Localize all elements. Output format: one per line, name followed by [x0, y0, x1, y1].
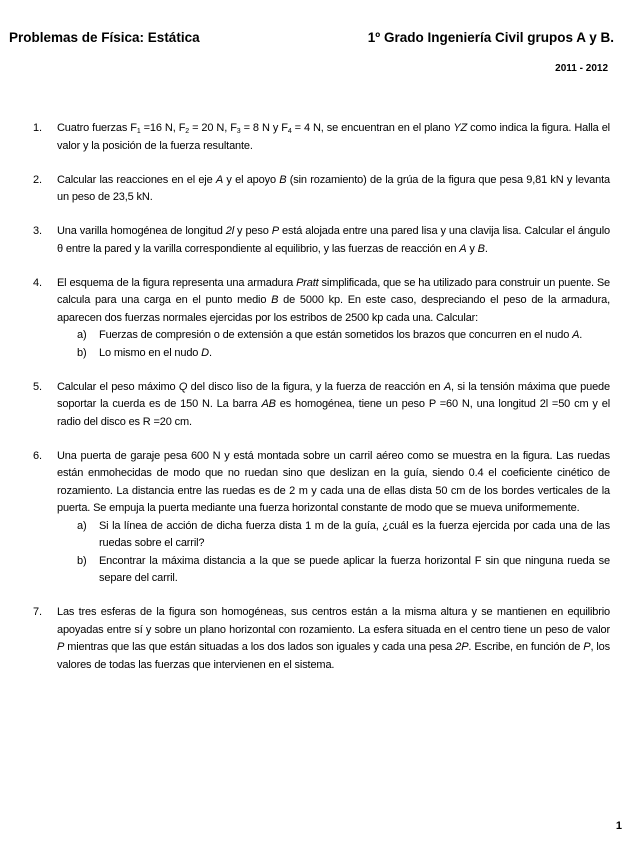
problem-number: 1. — [33, 122, 42, 134]
sub-question-label: b) — [77, 554, 87, 567]
problem-2 — [33, 172, 610, 207]
sub-question-label: b) — [77, 346, 87, 359]
problem-1 — [33, 120, 610, 155]
problem-text: Una puerta de garaje pesa 600 N y está montada sobre un carril aéreo como se muestra en la figura. Las ruedas están enmohecidas de modo que no ruedan sino que deslizan en la guía, siendo 0.4 el coeficiente cinético de rozamiento. La distancia entre las ruedas es de 2 m y cada una de ellas dista 50 cm de los bordes verticales de la puerta. Se empuja la puerta mediante una fuerza horizontal constante de modo que se mueva uniformemente. — [57, 449, 610, 514]
problem-5 — [33, 379, 610, 432]
problem-text: Calcular las reacciones en el eje A y el apoyo B (sin rozamiento) de la grúa de la figura que pesa 9,81 kN y levanta un peso de 23,5 kN. — [57, 173, 610, 203]
problem-3 — [33, 223, 610, 258]
document-title: Problemas de Física: Estática — [9, 30, 200, 45]
problem-text: Una varilla homogénea de longitud 2l y peso P está alojada entre una pared lisa y una clavija lisa. Calcular el ángulo θ entre la pared y la varilla correspondiente al equilibrio, y las fuerzas de reacción en A y B. — [57, 225, 610, 255]
problem-4 — [33, 275, 610, 363]
sub-question-label: a) — [77, 329, 87, 341]
problem-7 — [33, 604, 610, 674]
sub-question-label: a) — [77, 519, 87, 532]
problem-6 — [33, 448, 610, 588]
sub-question-list — [57, 518, 610, 588]
problem-list — [33, 120, 610, 691]
sub-question-a: a) Si la línea de acción de dicha fuerza dista 1 m de la guía, ¿cuál es la fuerza ejercida por cada una de las ruedas sobre el carril? — [77, 519, 610, 549]
problem-number: 2. — [33, 173, 42, 186]
sub-question-b: b) Encontrar la máxima distancia a la que se puede aplicar la fuerza horizontal F sin que ninguna rueda se separe del carril. — [77, 554, 610, 584]
problem-number: 7. — [33, 606, 42, 618]
problem-text: El esquema de la figura representa una armadura Pratt simplificada, que se ha utilizado para construir un puente. Se calcula para una carga en el punto medio B de 5000 kp. En este caso, despreciando el peso de la armadura, aparecen dos fuerzas normales ejercidas por los estribos de 2500 kp cada una. Calcular: — [57, 276, 610, 324]
problem-number: 6. — [33, 449, 42, 462]
course-label: 1º Grado Ingeniería Civil grupos A y B. — [367, 30, 614, 45]
problem-text: Calcular el peso máximo Q del disco liso de la figura, y la fuerza de reacción en A, si la tensión máxima que puede soportar la cuerda es de 150 N. La barra AB es homogénea, tiene un peso P =60 N, una longitud 2l =50 cm y el radio del disco es R =20 cm. — [57, 380, 610, 428]
page-number: 1 — [615, 820, 622, 832]
problem-number: 4. — [33, 276, 42, 289]
academic-year: 2011 - 2012 — [555, 63, 608, 74]
problem-number: 3. — [33, 225, 42, 237]
sub-question-b: b) Lo mismo en el nudo D. — [57, 345, 610, 363]
problem-number: 5. — [33, 380, 42, 393]
sub-question-list — [57, 327, 610, 362]
problem-text: Las tres esferas de la figura son homogéneas, sus centros están a la misma altura y se mantienen en equilibrio apoyadas entre sí y sobre un plano horizontal con rozamiento. La esfera situada en el centro tiene un peso de valor P mientras que las que están situadas a los dos lados son iguales y cada una pesa 2P. Escribe, en función de P, los valores de todas las fuerzas que intervienen en el sistema. — [57, 606, 610, 671]
sub-question-a: a) Fuerzas de compresión o de extensión a que están sometidos los brazos que concurren en el nudo A. — [57, 327, 610, 345]
problem-text: Cuatro fuerzas $F_1 =16$ N, $F_2 = 20$ N, $F_3 = 8$ N y $F_4 = 4$ N, se encuentran en el plano YZ como indica la figura. Halla el valor y la posición de la fuerza resultante. — [57, 122, 610, 152]
